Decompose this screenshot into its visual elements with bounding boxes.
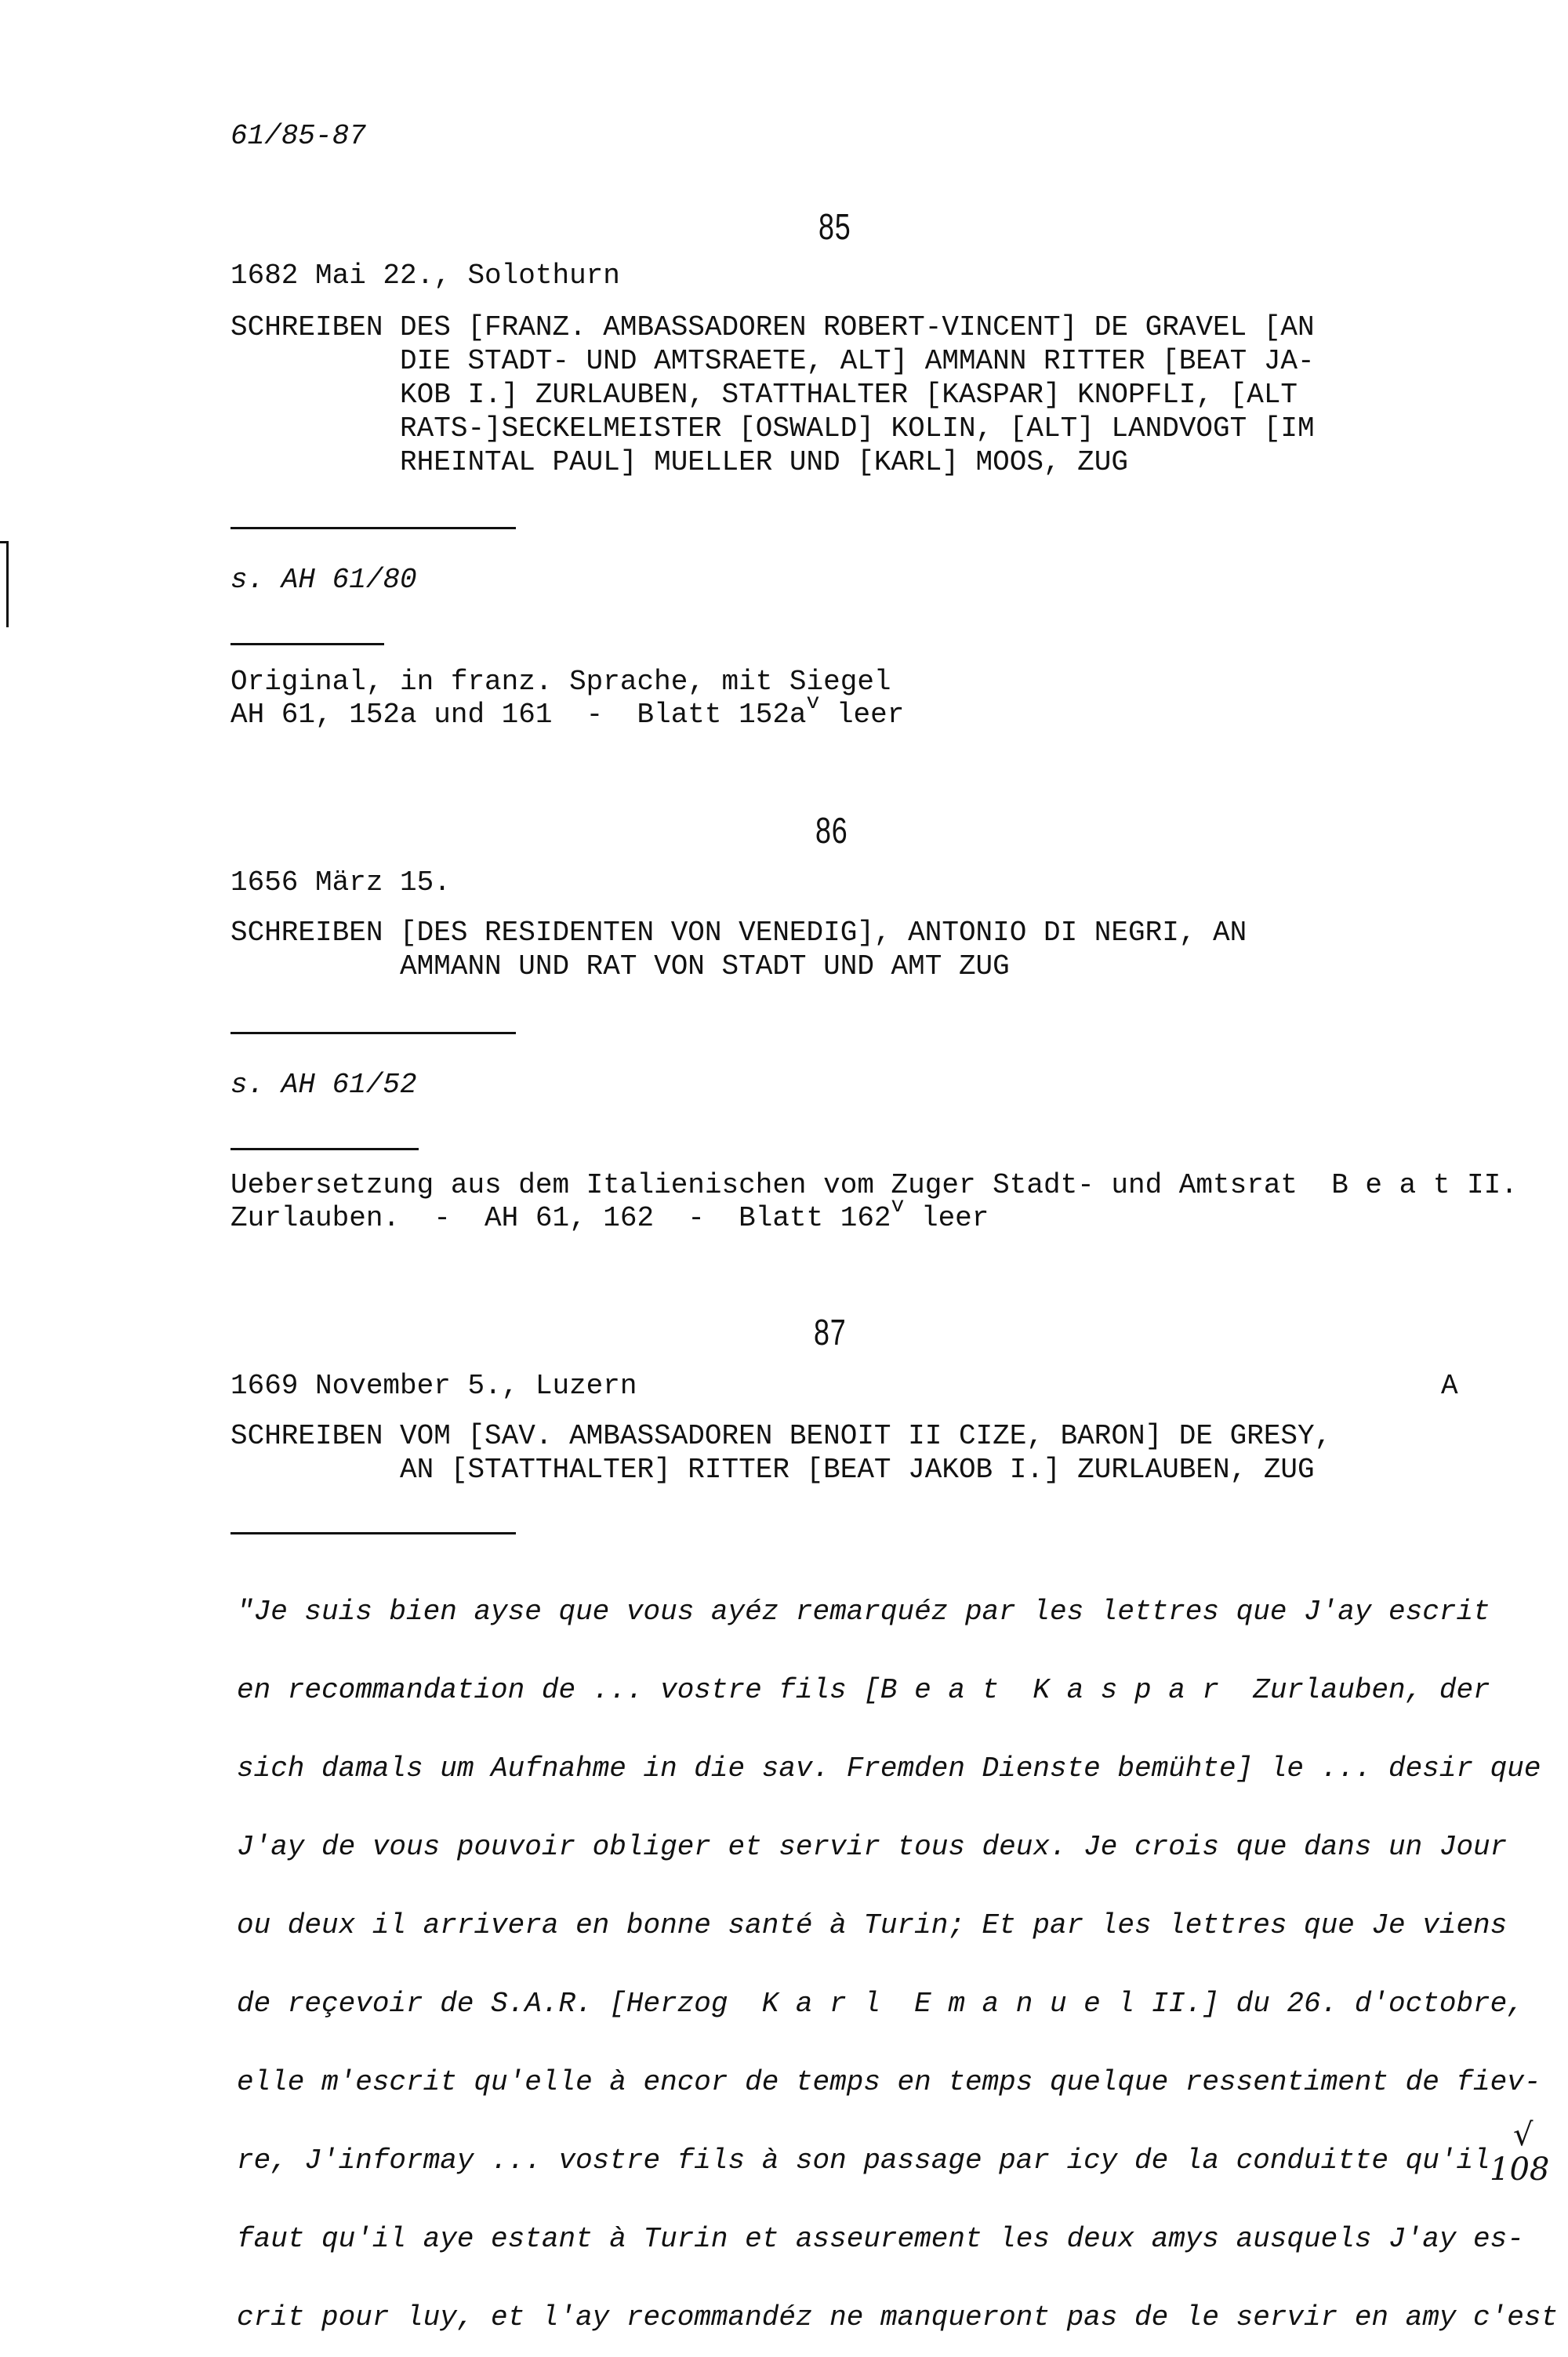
entry-title [230, 916, 1485, 983]
quote-line: crit pour luy, et l'ay recommandéz ne manqueront pas de le servir en amy c'est [237, 2301, 1559, 2333]
quote-line: elle m'escrit qu'elle à encor de temps en temps quelque ressentiment de fiev- [237, 2066, 1541, 2098]
verso-mark: v [806, 691, 820, 715]
entry-number: 87 [814, 1312, 847, 1353]
entry-date-place: 1669 November 5., Luzern [230, 1370, 637, 1402]
check-mark: √ [1513, 2117, 1534, 2153]
margin-mark [6, 541, 9, 627]
quote-line: de reçevoir de S.A.R. [Herzog K a r l E m a n u e l II.] du 26. d'octobre, [237, 1988, 1524, 2020]
divider [230, 527, 516, 529]
page-number: 108 [1490, 2152, 1550, 2188]
entry-title [230, 311, 1485, 479]
verso-mark: v [891, 1194, 905, 1218]
side-mark: A [1441, 1370, 1458, 1402]
title-line: SCHREIBEN [DES RESIDENTEN VON VENEDIG], ANTONIO DI NEGRI, AN [230, 917, 1247, 949]
quote-line: faut qu'il aye estant à Turin et asseurement les deux amys ausquels J'ay es- [237, 2223, 1524, 2255]
source-text: leer [904, 1202, 989, 1234]
entry-title [230, 1419, 1485, 1487]
divider [230, 1148, 419, 1150]
source-text: Zurlauben. - AH 61, 162 - Blatt 162 [230, 1202, 891, 1234]
cross-reference: s. AH 61/52 [230, 1069, 417, 1101]
title-line: RHEINTAL PAUL] MUELLER UND [KARL] MOOS, ZUG [230, 446, 1128, 478]
title-line: SCHREIBEN VOM [SAV. AMBASSADOREN BENOIT II CIZE, BARON] DE GRESY, [230, 1420, 1332, 1452]
divider [230, 643, 384, 645]
document-reference: 61/85-87 [230, 120, 366, 152]
title-line: DIE STADT- UND AMTSRAETE, ALT] AMMANN RITTER [BEAT JA- [230, 345, 1315, 377]
source-line [230, 1194, 989, 1237]
title-line: AN [STATTHALTER] RITTER [BEAT JAKOB I.] ZURLAUBEN, ZUG [230, 1454, 1315, 1486]
source-text: AH 61, 152a und 161 - Blatt 152a [230, 699, 807, 731]
title-line: RATS-]SECKELMEISTER [OSWALD] KOLIN, [ALT] LANDVOGT [IM [230, 412, 1315, 445]
source-line: Uebersetzung aus dem Italienischen vom Zuger Stadt- und Amtsrat B e a t II. [230, 1169, 1518, 1201]
cross-reference: s. AH 61/80 [230, 564, 417, 596]
entry-number: 86 [815, 810, 848, 851]
quote-line: ou deux il arrivera en bonne santé à Turin; Et par les lettres que Je viens [237, 1909, 1508, 1941]
quote-line: J'ay de vous pouvoir obliger et servir tous deux. Je crois que dans un Jour [237, 1831, 1508, 1863]
entry-date-place: 1656 März 15. [230, 866, 451, 899]
entry-date-place: 1682 Mai 22., Solothurn [230, 260, 620, 292]
title-line: KOB I.] ZURLAUBEN, STATTHALTER [KASPAR] KNOPFLI, [ALT [230, 379, 1298, 411]
margin-mark [0, 541, 7, 543]
source-line [230, 691, 905, 734]
title-line: SCHREIBEN DES [FRANZ. AMBASSADOREN ROBERT-VINCENT] DE GRAVEL [AN [230, 311, 1315, 343]
source-line: Original, in franz. Sprache, mit Siegel [230, 666, 891, 698]
quote-line: en recommandation de ... vostre fils [B e a t K a s p a r Zurlauben, der [237, 1674, 1490, 1706]
quote-line: "Je suis bien ayse que vous ayéz remarquéz par les lettres que J'ay escrit [237, 1596, 1490, 1628]
divider [230, 1032, 516, 1034]
entry-number: 85 [818, 206, 851, 247]
quotation [237, 1559, 1558, 2357]
source-text: leer [819, 699, 905, 731]
title-line: AMMANN UND RAT VON STADT UND AMT ZUG [230, 950, 1010, 982]
quote-line: re, J'informay ... vostre fils à son passage par icy de la conduitte qu'il [237, 2145, 1490, 2177]
quote-line: sich damals um Aufnahme in die sav. Fremden Dienste bemühte] le ... desir que [237, 1752, 1541, 1785]
divider [230, 1532, 516, 1534]
